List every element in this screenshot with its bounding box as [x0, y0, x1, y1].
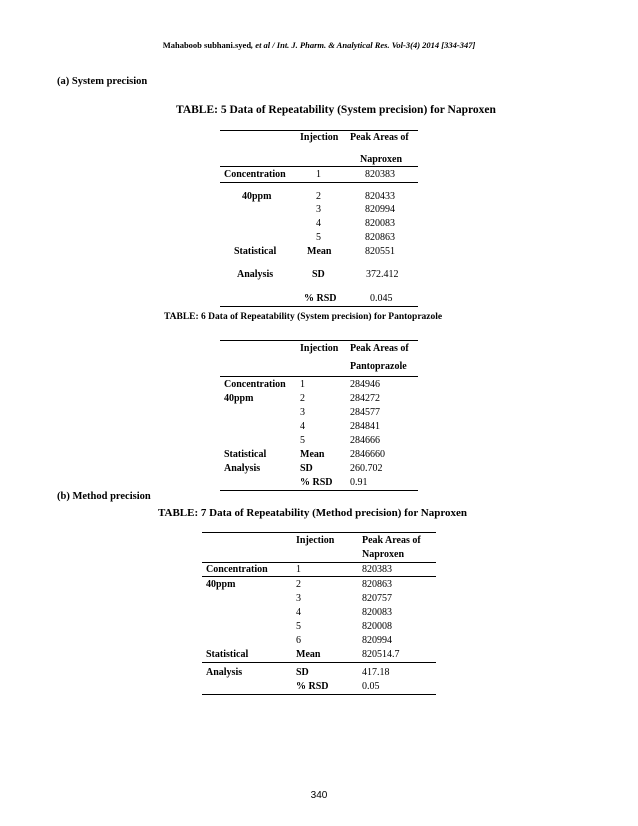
- table7-col-peak-line1: Peak Areas of: [362, 535, 421, 546]
- table5-injection-5: 5: [316, 232, 321, 243]
- table5-area-1: 820383: [365, 169, 395, 180]
- table5-top-rule: [220, 130, 418, 131]
- table5-col-injection: Injection: [300, 132, 339, 143]
- table5-area-2: 820433: [365, 191, 395, 202]
- table6-injection-2: 2: [300, 393, 305, 404]
- table6-area-4: 284841: [350, 421, 380, 432]
- table7-mean-value: 820514.7: [362, 649, 400, 660]
- table7-top-rule: [202, 532, 436, 533]
- table7-area-1: 820383: [362, 564, 392, 575]
- table6-area-2: 284272: [350, 393, 380, 404]
- table7-col-injection: Injection: [296, 535, 335, 546]
- table7-rsd-label: % RSD: [296, 681, 329, 692]
- table5-row-rule: [220, 182, 418, 183]
- table6-area-5: 284666: [350, 435, 380, 446]
- table7-row-rule-2: [202, 662, 436, 663]
- table5-row-label-concentration: Concentration: [224, 169, 286, 180]
- section-heading-method-precision: (b) Method precision: [57, 491, 151, 502]
- table6-injection-3: 3: [300, 407, 305, 418]
- table7-rsd-value: 0.05: [362, 681, 380, 692]
- table6-injection-1: 1: [300, 379, 305, 390]
- table7-header-rule: [202, 562, 436, 563]
- table6-caption: TABLE: 6 Data of Repeatability (System precision) for Pantoprazole: [164, 312, 443, 322]
- table6-row-label-concentration: Concentration: [224, 379, 286, 390]
- table7-stat-label-analysis: Analysis: [206, 667, 243, 678]
- table5-stat-label-analysis: Analysis: [237, 269, 274, 280]
- table6-area-1: 284946: [350, 379, 380, 390]
- header-author: Mahaboob subhani.syed: [162, 40, 252, 50]
- table5-col-peak-line2: Naproxen: [360, 154, 403, 165]
- table5-injection-2: 2: [316, 191, 321, 202]
- table7-injection-5: 5: [296, 621, 301, 632]
- table5-rsd-label: % RSD: [304, 293, 337, 304]
- table6-bottom-rule: [220, 490, 418, 491]
- table7-sd-label: SD: [296, 667, 309, 678]
- table7-area-4: 820083: [362, 607, 392, 618]
- table7-row-label-40ppm: 40ppm: [206, 579, 236, 590]
- table7-injection-3: 3: [296, 593, 301, 604]
- table7-injection-1: 1: [296, 564, 301, 575]
- table5-header-rule: [220, 166, 418, 167]
- table5-mean-value: 820551: [365, 246, 395, 257]
- table6-mean-value: 2846660: [350, 449, 385, 460]
- table7-stat-label-statistical: Statistical: [206, 649, 249, 660]
- table5-row-label-40ppm: 40ppm: [242, 191, 272, 202]
- table6-col-peak-line2: Pantoprazole: [350, 361, 407, 372]
- table6-col-peak-line1: Peak Areas of: [350, 343, 409, 354]
- table6-injection-5: 5: [300, 435, 305, 446]
- table5-sd-value: 372.412: [366, 269, 399, 280]
- table7-col-peak-line2: Naproxen: [362, 549, 405, 560]
- table6-rsd-value: 0.91: [350, 477, 368, 488]
- table6-top-rule: [220, 340, 418, 341]
- table5-bottom-rule: [220, 306, 418, 307]
- table7-bottom-rule: [202, 694, 436, 695]
- table6-sd-label: SD: [300, 463, 313, 474]
- table5-area-5: 820863: [365, 232, 395, 243]
- table6-area-3: 284577: [350, 407, 380, 418]
- table5-sd-label: SD: [312, 269, 325, 280]
- table7-injection-2: 2: [296, 579, 301, 590]
- table7-area-5: 820008: [362, 621, 392, 632]
- table7-area-2: 820863: [362, 579, 392, 590]
- header-journal: , et al / Int. J. Pharm. & Analytical Res. Vol-3(4) 2014 [334-347]: [251, 40, 476, 50]
- table7-row-label-concentration: Concentration: [206, 564, 268, 575]
- table7-sd-value: 417.18: [362, 667, 390, 678]
- table5-mean-label: Mean: [307, 246, 332, 257]
- table7-mean-label: Mean: [296, 649, 321, 660]
- table5-area-4: 820083: [365, 218, 395, 229]
- table6-mean-label: Mean: [300, 449, 325, 460]
- table5-rsd-value: 0.045: [370, 293, 393, 304]
- table7-caption: TABLE: 7 Data of Repeatability (Method precision) for Naproxen: [158, 507, 468, 519]
- table5-injection-3: 3: [316, 204, 321, 215]
- section-heading-system-precision: (a) System precision: [57, 76, 148, 87]
- table7-area-3: 820757: [362, 593, 392, 604]
- table6-row-label-40ppm: 40ppm: [224, 393, 254, 404]
- table6-stat-label-statistical: Statistical: [224, 449, 267, 460]
- table5-stat-label-statistical: Statistical: [234, 246, 277, 257]
- table5-caption: TABLE: 5 Data of Repeatability (System precision) for Naproxen: [176, 104, 496, 116]
- table7-area-6: 820994: [362, 635, 392, 646]
- running-header: [0, 40, 638, 50]
- table6-sd-value: 260.702: [350, 463, 383, 474]
- table6-rsd-label: % RSD: [300, 477, 333, 488]
- table5-injection-4: 4: [316, 218, 321, 229]
- table6-header-rule: [220, 376, 418, 377]
- table5-col-peak-line1: Peak Areas of: [350, 132, 409, 143]
- table7-injection-4: 4: [296, 607, 301, 618]
- table6-stat-label-analysis: Analysis: [224, 463, 261, 474]
- page-number: 340: [310, 790, 328, 801]
- table5-area-3: 820994: [365, 204, 395, 215]
- table6-injection-4: 4: [300, 421, 305, 432]
- table7-injection-6: 6: [296, 635, 301, 646]
- table6-col-injection: Injection: [300, 343, 339, 354]
- table5-injection-1: 1: [316, 169, 321, 180]
- table7-row-rule: [202, 576, 436, 577]
